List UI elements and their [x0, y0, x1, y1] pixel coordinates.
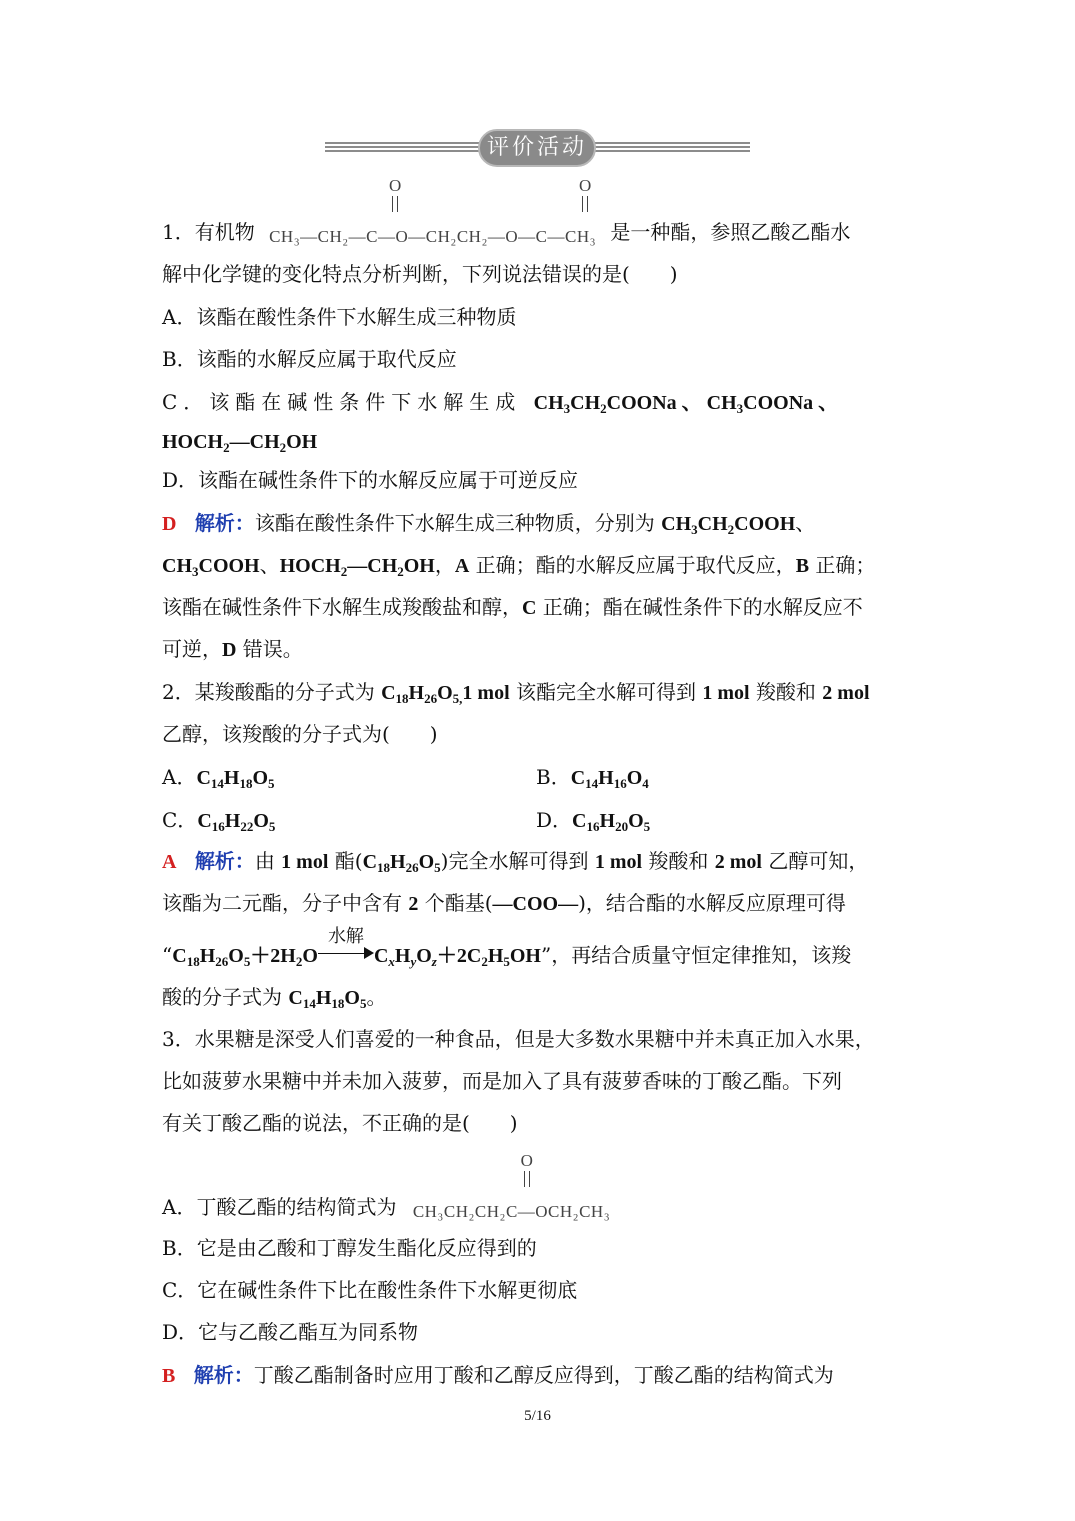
q3-struct-formula: CH₃CH₂CH₂C—OCH₂CH₃: [412, 1202, 611, 1221]
page-number: 5/16: [524, 1408, 551, 1424]
q1-struct-o1: O: [388, 176, 402, 195]
q2-explanation-line2: 该酯为二元酯，分子中含有 2 个酯基(—COO—)，结合酯的水解反应原理可得: [162, 891, 846, 915]
q1-option-c-formulas: $CH_3CH_2COONa$ 、 $CH_3COONa$ 、: [533, 392, 839, 416]
q2-explanation-line4: 酸的分子式为 $C_{14}H_{18}O_5$。: [162, 985, 387, 1011]
q1-option-d: D．该酯在碱性条件下的水解反应属于可逆反应: [162, 468, 579, 492]
q2-option-d: D．$C_{16}H_{20}O_5$: [536, 808, 651, 834]
q2-explain-label: 解析：: [194, 849, 255, 873]
q3-option-b: B．它是由乙酸和丁醇发生酯化反应得到的: [162, 1236, 537, 1260]
q1-stem-line1: [162, 176, 851, 250]
q1-explanation-line3: 该酯在碱性条件下水解生成羧酸盐和醇，C 正确；酯在碱性条件下的水解反应不: [162, 595, 863, 619]
q3-stem-line1: 3．水果糖是深受人们喜爱的一种食品，但是大多数水果糖中并未真正加入水果，: [162, 1027, 875, 1051]
q3-explain-label: 解析：: [193, 1363, 254, 1387]
q1-option-c-line2: $HOCH_2—CH_2OH$: [162, 431, 318, 455]
q2-option-b: B．$C_{14}H_{16}O_4$: [536, 765, 649, 791]
q1-suffix: 是一种酯，参照乙酸乙酯水: [610, 220, 851, 244]
q1-explain-label: 解析：: [194, 511, 255, 535]
section-banner: [325, 129, 750, 169]
q1-answer: D: [162, 513, 177, 535]
q2-answer: A: [162, 851, 177, 873]
q1-option-b: B．该酯的水解反应属于取代反应: [162, 347, 457, 371]
q1-prefix: 1．有机物: [162, 220, 255, 244]
section-title: 评价活动: [478, 129, 596, 167]
q3-option-c: C．它在碱性条件下比在酸性条件下水解更彻底: [162, 1278, 578, 1302]
q3-stem-line3: 有关丁酸乙酯的说法，不正确的是( ): [162, 1111, 518, 1135]
q1-explanation-line2: $CH_3COOH$、$HOCH_2—CH_2OH$，A 正确；酯的水解反应属于取代反应，B 正确；: [162, 553, 876, 579]
q1-struct-o2: O: [578, 176, 592, 195]
q3-explanation-line1: [162, 1360, 834, 1391]
q3-stem-line2: 比如菠萝水果糖中并未加入菠萝，而是加入了具有菠萝香味的丁酸乙酯。下列: [162, 1069, 842, 1093]
q3-explain-text: 丁酸乙酯制备时应用丁酸和乙醇反应得到，丁酸乙酯的结构简式为: [253, 1363, 834, 1387]
q3-struct-o: O: [520, 1151, 533, 1170]
q1-structure: [269, 176, 597, 250]
q1-explanation-line1: D 解析：该酯在酸性条件下水解生成三种物质，分别为 $CH_3CH_2COOH$、: [162, 511, 816, 537]
reaction-arrow: [318, 926, 374, 964]
q1-double-bond-2: [582, 196, 588, 212]
q2-stem-line1: 2．某羧酸酯的分子式为 $C_{18}H_{26}O_{5,}1$ mol 该酯完全水解可得到 1 mol 羧酸和 2 mol: [162, 680, 870, 706]
q1-double-bond-1: [392, 196, 398, 212]
q1-explanation-line4: 可逆，D 错误。: [162, 637, 303, 661]
q3-option-a-text: A．丁酸乙酯的结构简式为: [162, 1195, 397, 1219]
q2-explanation-line3: “$C_{18}H_{26}O_5+2H_2O$ 水解 $C_xH_yO_z+2C_2H_5OH$”，再结合质量守恒定律推知，该羧: [162, 940, 851, 971]
q3-double-bond: [524, 1171, 530, 1187]
q3-option-a: [162, 1151, 611, 1225]
q2-explanation-line1: A 解析：由 1 mol 酯$(C_{18}H_{26}O_5)$完全水解可得到 1 mol 羧酸和 2 mol 乙醇可知，: [162, 849, 869, 875]
q1-option-c-line1: [162, 387, 838, 418]
q1-option-c-text: C．该酯在碱性条件下水解生成: [162, 390, 522, 414]
q3-structure: [412, 1151, 611, 1225]
q1-stem-line2: 解中化学键的变化特点分析判断，下列说法错误的是( ): [162, 262, 678, 286]
q1-option-a: A．该酯在酸性条件下水解生成三种物质: [162, 305, 517, 329]
q2-stem-line2: 乙醇，该羧酸的分子式为( ): [162, 722, 438, 746]
q1-struct-formula: CH₃—CH₂—C—O—CH₂CH₂—O—C—CH₃: [269, 227, 597, 246]
q2-option-a: A．$C_{14}H_{18}O_5$: [162, 765, 275, 791]
q3-answer: B: [162, 1365, 176, 1387]
q2-option-c: C．$C_{16}H_{22}O_5$: [162, 808, 276, 834]
arrow-condition: 水解: [327, 926, 364, 947]
q3-option-d: D．它与乙酸乙酯互为同系物: [162, 1320, 419, 1344]
